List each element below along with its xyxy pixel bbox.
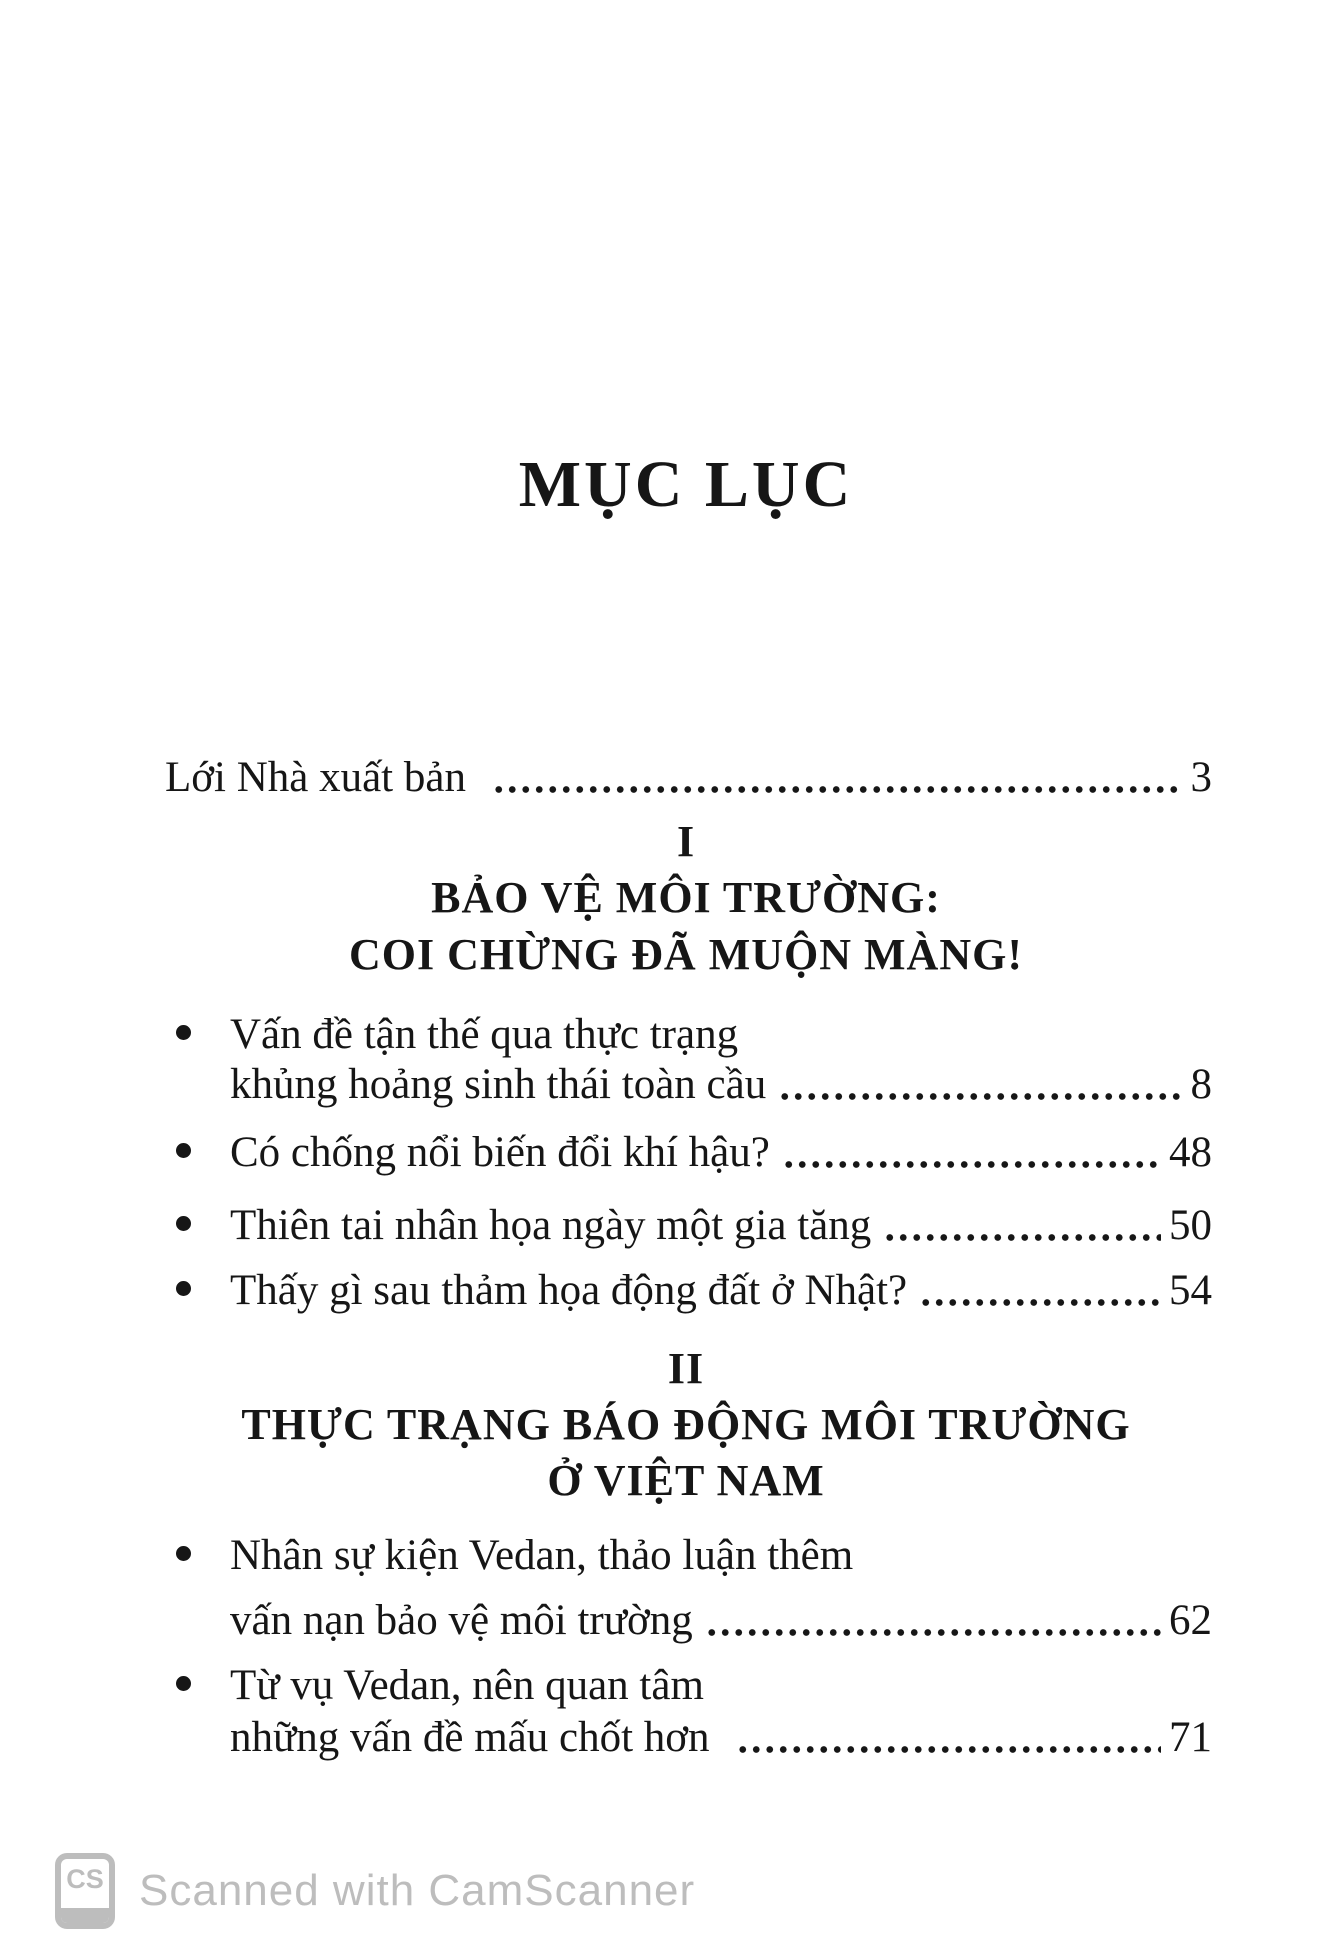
camscanner-watermark [55,1853,695,1929]
toc-entry-line [176,1125,1212,1181]
section-title-line: COI CHỪNG ĐÃ MUỘN MÀNG! [349,930,1023,979]
camscanner-logo-icon [55,1853,115,1929]
toc-entry-line [176,1263,1212,1319]
toc-page-number: 71 [1169,1714,1212,1761]
dot-leader [782,1125,1161,1181]
toc-entry-line [230,1593,1212,1649]
dot-leader [778,1057,1182,1113]
toc-page-number: 3 [1190,754,1212,801]
toc-entry-label: Có chống nổi biến đổi khí hậu? [230,1129,770,1176]
toc-entry-label: vấn nạn bảo vệ môi trường [230,1597,693,1644]
toc-entry-line [230,1057,1212,1113]
bullet-icon [176,1198,230,1254]
toc-page-number: 62 [1169,1597,1212,1644]
camscanner-logo-bar [61,1908,109,1923]
page-title: MỤC LỤC [518,448,854,521]
bullet-icon [176,1263,230,1319]
toc-entry-line [176,1198,1212,1254]
toc-entry-label: những vấn đề mấu chốt hơn [230,1714,710,1761]
toc-page-number: 50 [1169,1202,1212,1249]
toc-entry-label: Từ vụ Vedan, nên quan tâm [230,1662,704,1709]
toc-entry-label: khủng hoảng sinh thái toàn cầu [230,1061,767,1108]
bullet-icon [176,1007,230,1063]
camscanner-logo-label: CS [66,1864,104,1894]
section-numeral: I [676,817,696,866]
toc-page-number: 8 [1190,1061,1212,1108]
bullet-icon [176,1658,230,1714]
section-numeral: II [667,1344,705,1393]
section-title-line: Ở VIỆT NAM [547,1456,825,1505]
toc-entry-line [176,1528,1212,1584]
bullet-icon [176,1528,230,1584]
dot-leader [492,750,1183,806]
toc-page-number: 48 [1169,1129,1212,1176]
dot-leader [883,1198,1161,1254]
toc-entry-line [230,1710,1212,1766]
toc-entry-label: Nhân sự kiện Vedan, thảo luận thêm [230,1532,854,1579]
dot-leader [705,1593,1161,1649]
dot-leader [919,1263,1161,1319]
toc-entry-label: Lới Nhà xuất bản [165,754,466,801]
section-title-line: BẢO VỆ MÔI TRƯỜNG: [431,873,941,922]
toc-entry-label: Thiên tai nhân họa ngày một gia tăng [230,1202,872,1249]
toc-page-number: 54 [1169,1267,1212,1314]
toc-entry-label: Thấy gì sau thảm họa động đất ở Nhật? [230,1267,908,1314]
section-title-line: THỰC TRẠNG BÁO ĐỘNG MÔI TRƯỜNG [241,1400,1131,1449]
toc-entry-line [176,1658,1212,1714]
dot-leader [736,1710,1161,1766]
bullet-icon [176,1125,230,1181]
toc-entry-label: Vấn đề tận thế qua thực trạng [230,1011,739,1058]
toc-entry-front-matter [165,750,1212,806]
toc-entry-line [176,1007,1212,1063]
camscanner-watermark-text: Scanned with CamScanner [139,1866,696,1915]
